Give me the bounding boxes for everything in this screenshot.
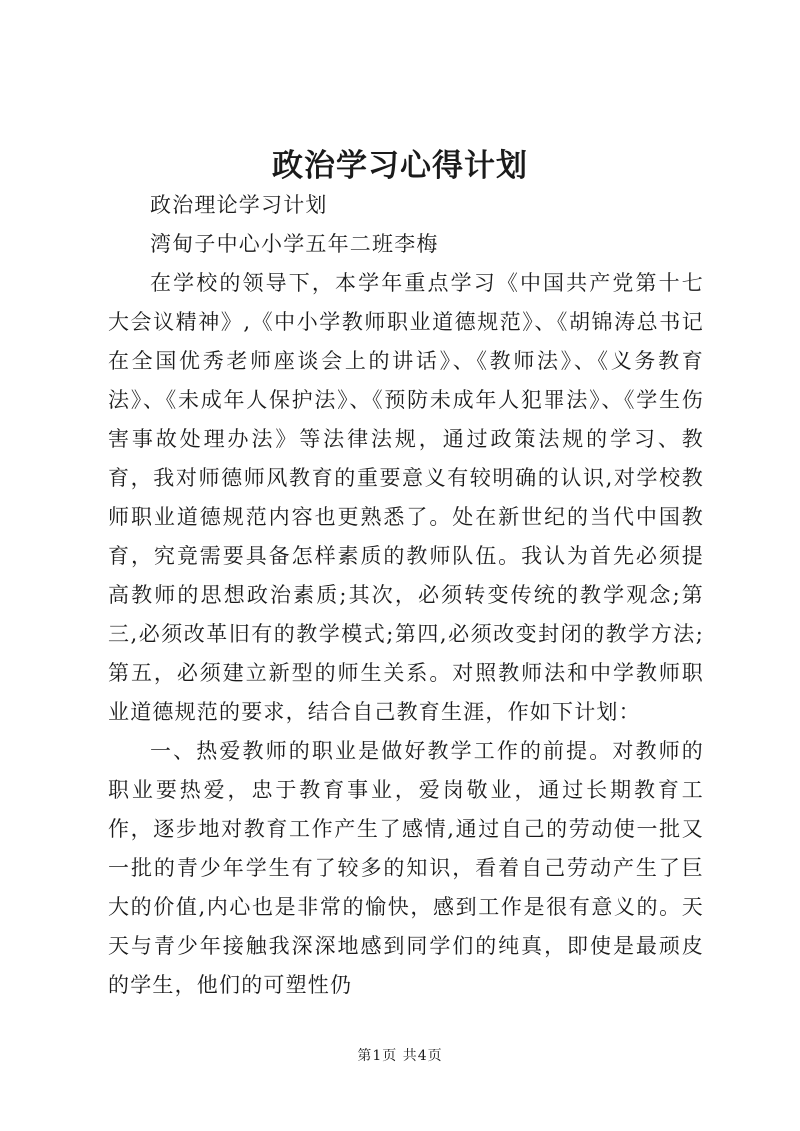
paragraph-author: 湾甸子中心小学五年二班李梅 <box>150 232 439 256</box>
paragraph-subtitle: 政治理论学习计划 <box>150 193 328 217</box>
paragraph-section-one: 一、热爱教师的职业是做好教学工作的前提。对教师的职业要热爱，忠于教育事业，爱岗敬业，通过长期教育工作，逐步地对教育工作产生了感情,通过自己的劳动使一批又一批的青少年学生有了较多的知识，看着自己劳动产生了巨大的价值,内心也是非常的愉快，感到工作是很有意义的。天天与青少年接触我深深地感到同学们的纯真，即使是最顽皮的学生，他们的可塑性仍 <box>108 739 704 997</box>
page-footer: 第1页 共4页 <box>357 1048 443 1064</box>
document-title: 政治学习心得计划 <box>272 148 528 184</box>
document-body <box>108 186 704 1005</box>
paragraph-intro: 在学校的领导下，本学年重点学习《中国共产党第十七大会议精神》,《中小学教师职业道德规范》、《胡锦涛总书记在全国优秀老师座谈会上的讲话》、《教师法》、《义务教育法》、《未成年人保护法》、《预防未成年人犯罪法》、《学生伤害事故处理办法》等法律法规，通过政策法规的学习、教育，我对师德师风教育的重要意义有较明确的认识,对学校教师职业道德规范内容也更熟悉了。处在新世纪的当代中国教育，究竟需要具备怎样素质的教师队伍。我认为首先必须提高教师的思想政治素质;其次，必须转变传统的教学观念;第三,必须改革旧有的教学模式;第四,必须改变封闭的教学方法;第五，必须建立新型的师生关系。对照教师法和中学教师职业道德规范的要求，结合自己教育生涯，作如下计划： <box>108 271 704 724</box>
